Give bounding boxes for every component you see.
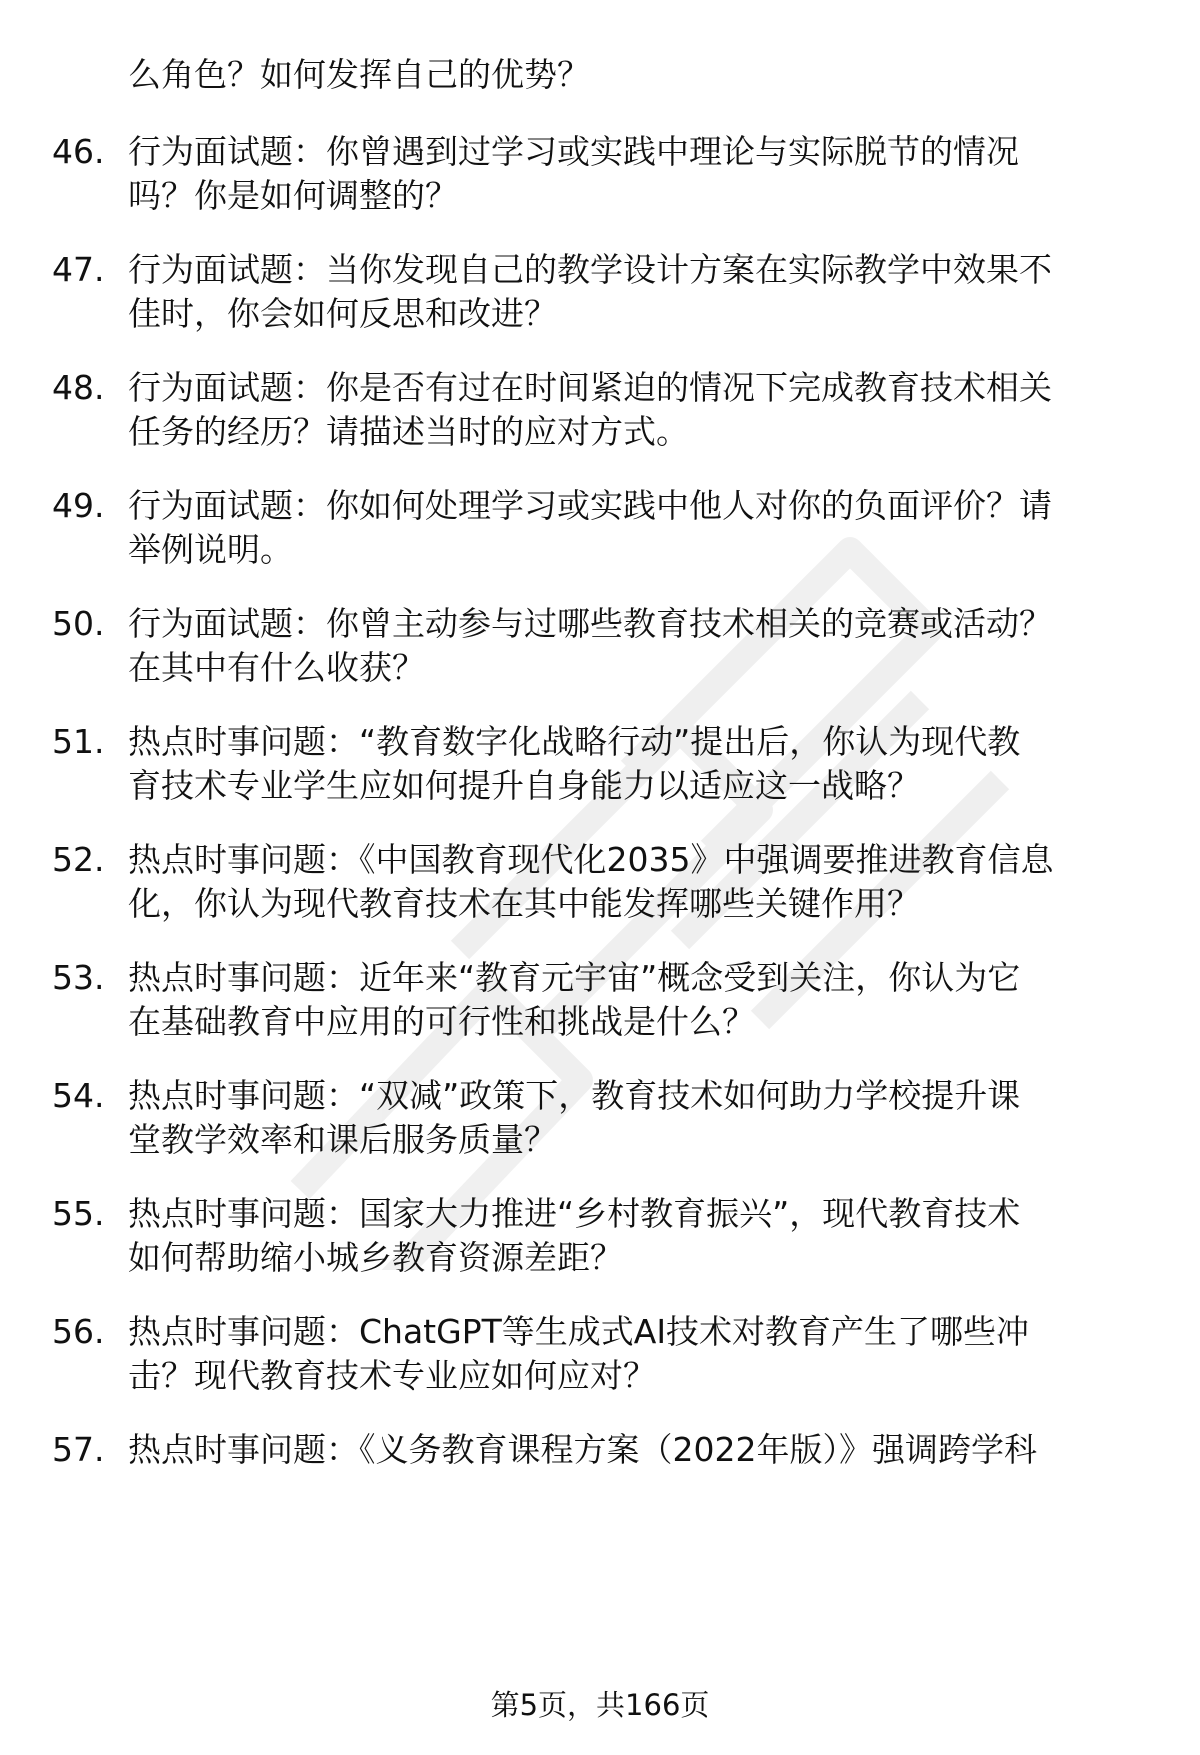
list-item-continuation: 堂教学效率和课后服务质量？	[128, 1120, 557, 1159]
list-item	[0, 718, 1200, 766]
item-number: 56.	[52, 1312, 105, 1351]
list-item-continuation: 如何帮助缩小城乡教育资源差距？	[128, 1238, 623, 1277]
list-item-continuation: 在基础教育中应用的可行性和挑战是什么？	[128, 1002, 755, 1041]
list-item-continuation: 化，你认为现代教育技术在其中能发挥哪些关键作用？	[128, 884, 920, 923]
item-number: 54.	[52, 1076, 105, 1115]
list-item-continuation: 任务的经历？请描述当时的应对方式。	[128, 412, 689, 451]
item-number: 57.	[52, 1430, 105, 1469]
list-item	[0, 600, 1200, 648]
item-number: 50.	[52, 604, 105, 643]
item-number: 48.	[52, 368, 105, 407]
list-item	[0, 364, 1200, 412]
item-number: 53.	[52, 958, 105, 997]
list-item	[0, 482, 1200, 530]
list-item	[0, 954, 1200, 1002]
item-text: 行为面试题：你是否有过在时间紧迫的情况下完成教育技术相关	[128, 368, 1052, 407]
item-number: 52.	[52, 840, 105, 879]
item-text: 热点时事问题：“双减”政策下，教育技术如何助力学校提升课	[128, 1076, 1021, 1115]
list-item	[0, 1190, 1200, 1238]
page-footer: 第5页，共166页	[490, 1688, 710, 1722]
list-item	[0, 128, 1200, 176]
continuation-line: 么角色？如何发挥自己的优势？	[128, 55, 590, 94]
list-item	[0, 836, 1200, 884]
item-number: 46.	[52, 132, 105, 171]
list-item	[0, 1308, 1200, 1356]
item-number: 47.	[52, 250, 105, 289]
item-number: 51.	[52, 722, 105, 761]
list-item-continuation: 佳时，你会如何反思和改进？	[128, 294, 557, 333]
item-text: 热点时事问题：《中国教育现代化2035》中强调要推进教育信息	[128, 840, 1054, 879]
item-text: 热点时事问题：“教育数字化战略行动”提出后，你认为现代教	[128, 722, 1021, 761]
item-text: 行为面试题：你曾主动参与过哪些教育技术相关的竞赛或活动？	[128, 604, 1052, 643]
list-item-continuation: 举例说明。	[128, 530, 293, 569]
list-item	[0, 1072, 1200, 1120]
list-item-continuation: 击？现代教育技术专业应如何应对？	[128, 1356, 656, 1395]
item-text: 行为面试题：当你发现自己的教学设计方案在实际教学中效果不	[128, 250, 1052, 289]
item-text: 行为面试题：你如何处理学习或实践中他人对你的负面评价？请	[128, 486, 1052, 525]
item-text: 热点时事问题：国家大力推进“乡村教育振兴”，现代教育技术	[128, 1194, 1021, 1233]
item-text: 热点时事问题：近年来“教育元宇宙”概念受到关注，你认为它	[128, 958, 1021, 997]
item-number: 49.	[52, 486, 105, 525]
item-text: 行为面试题：你曾遇到过学习或实践中理论与实际脱节的情况	[128, 132, 1019, 171]
list-item-continuation: 育技术专业学生应如何提升自身能力以适应这一战略？	[128, 766, 920, 805]
item-text: 热点时事问题：《义务教育课程方案（2022年版）》强调跨学科	[128, 1430, 1037, 1469]
list-item	[0, 1426, 1200, 1474]
item-number: 55.	[52, 1194, 105, 1233]
list-item-continuation: 在其中有什么收获？	[128, 648, 425, 687]
list-item-continuation: 吗？你是如何调整的？	[128, 176, 458, 215]
item-text: 热点时事问题：ChatGPT等生成式AI技术对教育产生了哪些冲	[128, 1312, 1030, 1351]
list-item	[0, 246, 1200, 294]
